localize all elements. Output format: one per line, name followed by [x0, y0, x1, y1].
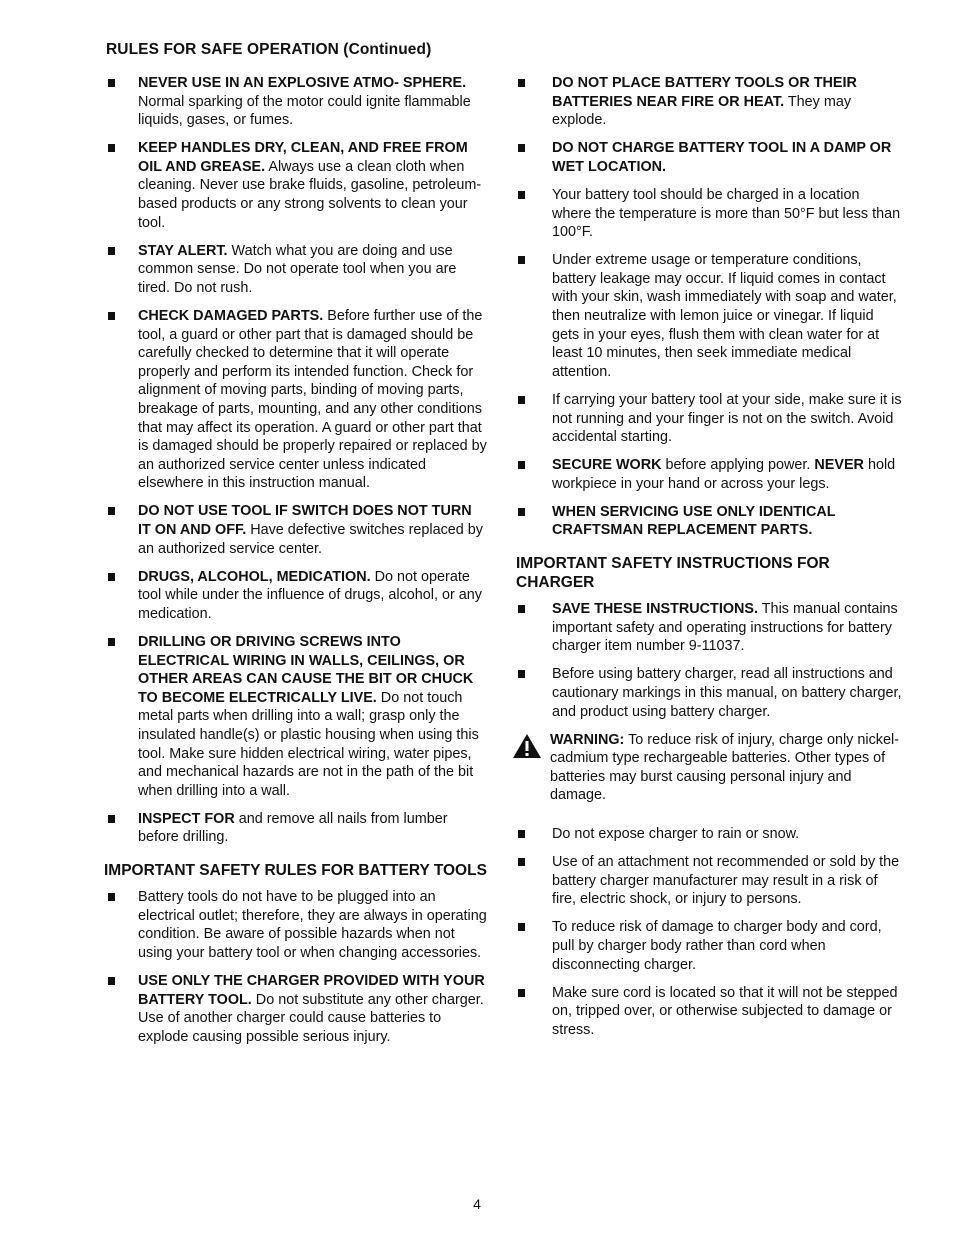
bullet-icon	[518, 461, 525, 469]
rule-carrying-tool: If carrying your battery tool at your side, make sure it is not running and your finger is not on the switch. Avoid accidental starting.	[512, 391, 902, 447]
bullet-icon	[518, 605, 525, 613]
rule-damp-location: DO NOT CHARGE BATTERY TOOL IN A DAMP OR WET LOCATION.	[512, 139, 902, 176]
bullet-icon	[108, 312, 115, 320]
bullet-icon	[518, 191, 525, 199]
rule-electrical-wiring: DRILLING OR DRIVING SCREWS INTO ELECTRICAL WIRING IN WALLS, CEILINGS, OR OTHER AREAS CAN CAUSE THE BIT OR CHUCK TO BECOME ELECTRICALLY LIVE. Do not touch metal parts when drilling into a wall; grasp only the insulated handle(s) or plastic housing when using this tool. Make sure hidden electrical wiring, water pipes, and mechanical hazards are not in the path of the bit when drilling into a wall.	[104, 633, 488, 800]
bullet-icon	[108, 144, 115, 152]
warning-block	[512, 731, 902, 805]
rule-check-damaged-parts: CHECK DAMAGED PARTS. Before further use of the tool, a guard or other part that is damaged should be carefully checked to determine that it will operate properly and perform its intended function. Check for alignment of moving parts, binding of moving parts, breakage of parts, mounting, and any other conditions that may affect its operation. A guard or other part that is damaged should be properly repaired or replaced by an authorized service center unless indicated elsewhere in this instruction manual.	[104, 307, 488, 493]
warning-label: WARNING:	[550, 731, 625, 748]
bullet-icon	[518, 396, 525, 404]
rule-save-instructions: SAVE THESE INSTRUCTIONS. This manual contains important safety and operating instructions for battery charger item number 9-11037.	[512, 600, 902, 656]
rule-fire-heat: DO NOT PLACE BATTERY TOOLS OR THEIR BATTERIES NEAR FIRE OR HEAT. They may explode.	[512, 74, 902, 130]
battery-tool-rules-list	[512, 74, 902, 540]
rule-battery-always-operating: Battery tools do not have to be plugged into an electrical outlet; therefore, they are always in operating condition. Be aware of possible hazards when not using your battery tool or when changing accessories.	[104, 888, 488, 962]
rule-read-before-using: Before using battery charger, read all instructions and cautionary markings in this manual, on battery charger, and product using battery charger.	[512, 665, 902, 721]
bullet-icon	[518, 508, 525, 516]
rule-switch: DO NOT USE TOOL IF SWITCH DOES NOT TURN IT ON AND OFF. Have defective switches replaced by an authorized service center.	[104, 502, 488, 558]
rule-stay-alert: STAY ALERT. Watch what you are doing and use common sense. Do not operate tool when you are tired. Do not rush.	[104, 242, 488, 298]
rule-drugs-alcohol: DRUGS, ALCOHOL, MEDICATION. Do not operate tool while under the influence of drugs, alcohol, or any medication.	[104, 568, 488, 624]
bullet-icon	[518, 830, 525, 838]
bullet-icon	[518, 144, 525, 152]
charger-rules-list	[512, 600, 902, 721]
bullet-icon	[518, 256, 525, 264]
bullet-icon	[518, 858, 525, 866]
bullet-icon	[108, 977, 115, 985]
bullet-icon	[108, 573, 115, 581]
rule-inspect-nails: INSPECT FOR and remove all nails from lumber before drilling.	[104, 810, 488, 847]
charger-more-rules-list	[512, 825, 902, 1039]
right-column	[512, 74, 902, 1049]
bullet-icon	[108, 638, 115, 646]
bullet-icon	[108, 815, 115, 823]
bullet-icon	[108, 247, 115, 255]
bullet-icon	[518, 670, 525, 678]
bullet-icon	[518, 79, 525, 87]
rule-handles-dry: KEEP HANDLES DRY, CLEAN, AND FREE FROM OIL AND GREASE. Always use a clean cloth when cleaning. Never use brake fluids, gasoline, petroleum-based products or any strong solvents to clean your tool.	[104, 139, 488, 232]
battery-rules-heading: IMPORTANT SAFETY RULES FOR BATTERY TOOLS	[104, 862, 487, 880]
bullet-icon	[518, 923, 525, 931]
rule-use-provided-charger: USE ONLY THE CHARGER PROVIDED WITH YOUR BATTERY TOOL. Do not substitute any other charger. Use of another charger could cause batteries to explode causing possible serious injury.	[104, 972, 488, 1046]
rule-battery-leakage: Under extreme usage or temperature conditions, battery leakage may occur. If liquid comes in contact with your skin, wash immediately with soap and water, then neutralize with lemon juice or vinegar. If liquid gets in your eyes, flush them with clean water for at least 10 minutes, then seek immediate medical attention.	[512, 251, 902, 381]
page-title: RULES FOR SAFE OPERATION (Continued)	[106, 41, 432, 58]
rule-explosive-atmosphere: NEVER USE IN AN EXPLOSIVE ATMO- SPHERE. Normal sparking of the motor could ignite flammable liquids, gases, or fumes.	[104, 74, 488, 130]
rule-cord-location: Make sure cord is located so that it will not be stepped on, tripped over, or otherwise subjected to damage or stress.	[512, 984, 902, 1040]
page-number: 4	[473, 1196, 481, 1212]
warning-text: To reduce risk of injury, charge only nickel-cadmium type rechargeable batteries. Other types of batteries may burst causing personal injury and damage.	[550, 731, 899, 804]
charger-instructions-heading: IMPORTANT SAFETY INSTRUCTIONS FOR CHARGER	[516, 555, 830, 592]
rule-secure-work: SECURE WORK before applying power. NEVER hold workpiece in your hand or across your legs.	[512, 456, 902, 493]
rule-attachment: Use of an attachment not recommended or sold by the battery charger manufacturer may result in a risk of fire, electric shock, or injury to persons.	[512, 853, 902, 909]
bullet-icon	[108, 507, 115, 515]
bullet-icon	[108, 893, 115, 901]
battery-rules-list	[104, 888, 488, 1046]
rule-rain-snow: Do not expose charger to rain or snow.	[512, 825, 902, 844]
bullet-icon	[518, 989, 525, 997]
safety-rules-list	[104, 74, 488, 847]
left-column	[104, 74, 488, 1056]
warning-triangle-icon	[512, 733, 542, 759]
rule-charge-temperature: Your battery tool should be charged in a location where the temperature is more than 50°F but less than 100°F.	[512, 186, 902, 242]
bullet-icon	[108, 79, 115, 87]
rule-pull-by-body: To reduce risk of damage to charger body and cord, pull by charger body rather than cord when disconnecting charger.	[512, 918, 902, 974]
rule-identical-parts: WHEN SERVICING USE ONLY IDENTICAL CRAFTSMAN REPLACEMENT PARTS.	[512, 503, 902, 540]
